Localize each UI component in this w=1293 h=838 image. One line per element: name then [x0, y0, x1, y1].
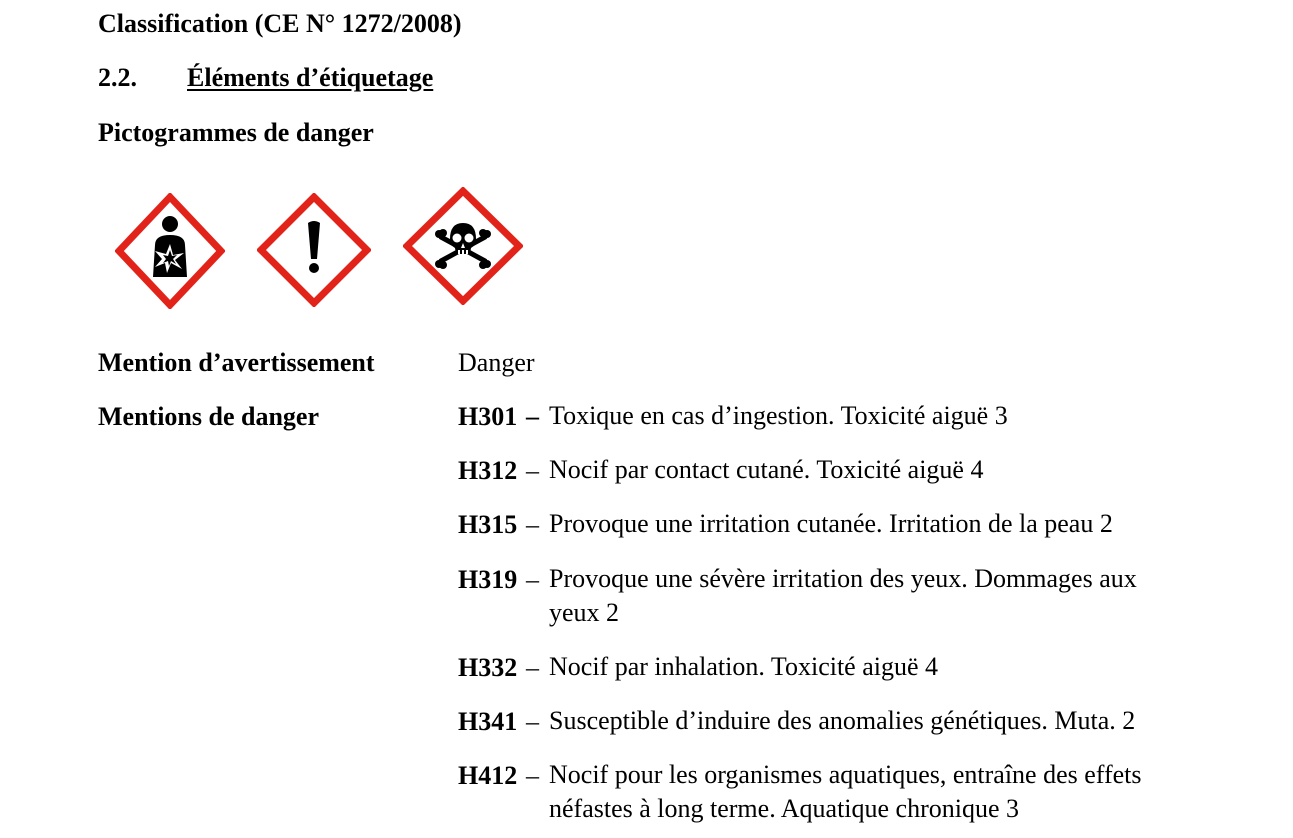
section-number: 2.2.: [98, 63, 137, 92]
hazard-dash: –: [526, 707, 539, 736]
hazard-text: Toxique en cas d’ingestion. Toxicité aiguë 3: [549, 401, 1008, 430]
health-hazard-icon: [115, 193, 225, 309]
hazard-code: H301: [458, 402, 518, 431]
signal-word-value: Danger: [458, 348, 535, 377]
hazard-dash: –: [526, 653, 539, 682]
hazard-dash: –: [526, 565, 539, 594]
hazard-dash: –: [526, 510, 539, 539]
hazard-code: H332: [458, 653, 518, 682]
hazard-text: Provoque une irritation cutanée. Irritation de la peau 2: [549, 509, 1113, 538]
hazard-code: H315: [458, 510, 518, 539]
hazard-code: H341: [458, 707, 518, 736]
skull-crossbones-icon: [403, 187, 523, 305]
hazard-text: Nocif par inhalation. Toxicité aiguë 4: [549, 652, 939, 681]
hazard-dash: –: [526, 456, 539, 485]
hazard-text: Nocif par contact cutané. Toxicité aiguë 4: [549, 455, 984, 484]
signal-word-label: Mention d’avertissement: [98, 348, 375, 377]
hazard-text: Susceptible d’induire des anomalies génétiques. Muta. 2: [549, 706, 1136, 735]
hazard-text: Nocif pour les organismes aquatiques, entraîne des effets néfastes à long terme. Aquatique chronique 3: [549, 760, 1142, 823]
hazard-text: Provoque une sévère irritation des yeux. Dommages aux yeux 2: [549, 564, 1137, 627]
hazard-code: H312: [458, 456, 518, 485]
classification-title: Classification (CE N° 1272/2008): [98, 9, 462, 38]
pictograms-label: Pictogrammes de danger: [98, 118, 374, 147]
section-title: Éléments d’étiquetage: [187, 63, 434, 92]
hazard-dash: –: [526, 761, 539, 790]
hazard-code: H412: [458, 761, 518, 790]
hazard-dash: –: [526, 402, 539, 431]
exclamation-mark-icon: [257, 193, 371, 307]
hazard-code: H319: [458, 565, 518, 594]
hazard-statements-label: Mentions de danger: [98, 402, 319, 431]
